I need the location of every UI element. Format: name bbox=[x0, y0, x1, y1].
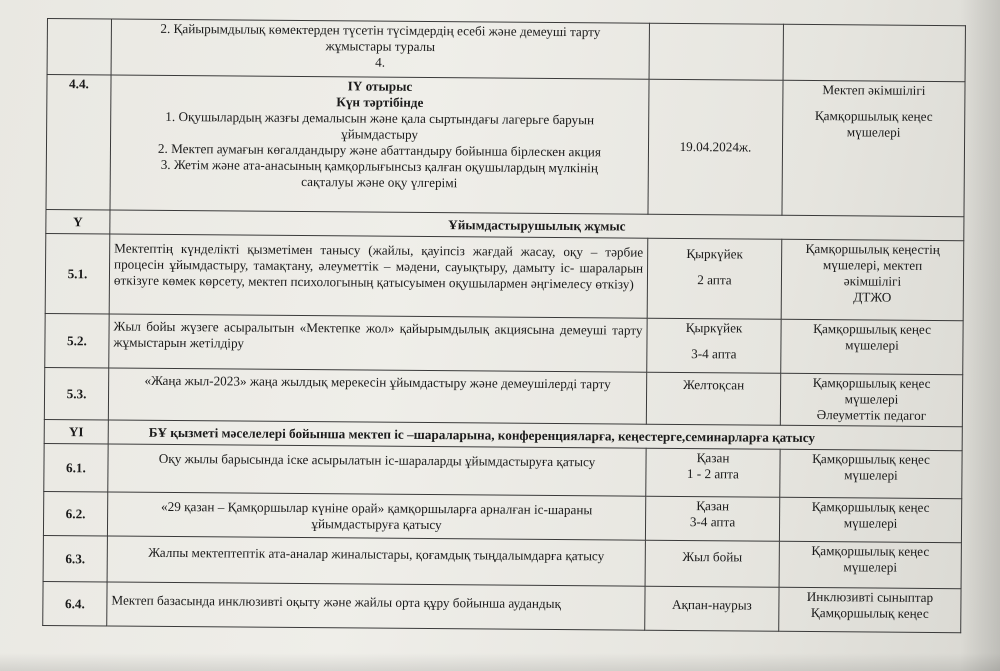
table-row bbox=[43, 581, 961, 632]
row-content bbox=[110, 75, 649, 214]
table-row bbox=[45, 313, 963, 374]
row-responsible bbox=[779, 497, 961, 542]
row-date bbox=[645, 496, 779, 541]
row-content: Жыл бойы жүзеге асыралытын «Мектепке жол» қайырымдылық акциясына демеуші тарту жұмыстарын жетілдіру bbox=[109, 314, 647, 372]
responsible-line: Қамқоршылық кеңес bbox=[811, 499, 930, 515]
table-row bbox=[43, 535, 961, 588]
agenda-item: 1. Оқушылардың жазғы демалысын және қала сыртындағы лагерьге баруын bbox=[165, 108, 595, 128]
row-responsible bbox=[782, 80, 965, 216]
row-content: Оқу жылы барысында іске асырылатын іс-шараларды ұйымдастыруға қатысу bbox=[108, 444, 646, 496]
agenda-item: сақталуы және оқу үлгерімі bbox=[301, 174, 458, 191]
row-content: Мектеп базасында инклюзивті оқыту және жайлы орта құру бойынша аудандық bbox=[107, 582, 645, 630]
content-line: 2. Қайырымдылық көмектерден түсетін түсімдердің есебі және демеуші тарту bbox=[160, 20, 601, 40]
meeting-title: ІҮ отырыс bbox=[347, 78, 413, 94]
row-responsible bbox=[779, 541, 961, 588]
row-date: Ақпан-наурыз bbox=[645, 586, 779, 631]
row-responsible bbox=[780, 449, 962, 498]
row-responsible bbox=[780, 373, 962, 426]
responsible-line: Қамқоршылық кеңес bbox=[812, 451, 931, 467]
row-number: 5.3. bbox=[44, 367, 108, 420]
section-number: ҮІ bbox=[44, 419, 108, 444]
row-content: Жалпы мектептептік ата-аналар жиналыстары, қоғамдық тыңдалымдарға қатысу bbox=[107, 536, 645, 586]
row-number: 6.1. bbox=[44, 443, 108, 492]
row-number: 6.2. bbox=[43, 491, 107, 536]
row-content: «Жаңа жыл-2023» жаңа жылдық мерекесін ұйымдастыру және демеушілерді тарту bbox=[108, 368, 646, 424]
responsible-line: Қамқоршылық кеңес bbox=[812, 375, 931, 391]
row-date bbox=[649, 23, 783, 80]
row-date: Жыл бойы bbox=[645, 540, 779, 587]
agenda-item: 2. Мектеп аумағын көгалдандыру және абаттандыру бойынша бірлескен акция bbox=[157, 140, 602, 160]
responsible-line: Қамқоршылық кеңес bbox=[813, 321, 932, 337]
table-row bbox=[44, 367, 962, 426]
responsible-line: мүшелері bbox=[844, 391, 899, 407]
date-line: 3-4 апта bbox=[691, 346, 737, 362]
row-number bbox=[47, 19, 111, 76]
content-line: ұйымдастыруға қатысу bbox=[311, 516, 442, 533]
date-line: Қыркүйек bbox=[686, 246, 744, 262]
date-line: Қыркүйек bbox=[685, 320, 743, 336]
content-line: «29 қазан – Қамқоршылар күніне орай» қамқоршыларға арналған іс-шараны bbox=[160, 498, 593, 518]
responsible-line: Әлеуметтік педагог bbox=[816, 407, 927, 423]
row-content bbox=[111, 19, 649, 79]
agenda-item: 3. Жетім және ата-анасының қамқорлығынсыз қалған оқушылардың мүлкінің bbox=[160, 156, 598, 176]
date-line: 3-4 апта bbox=[689, 514, 736, 530]
row-responsible bbox=[781, 239, 964, 320]
responsible-line: Қамқоршылық кеңес bbox=[814, 108, 933, 124]
section-title: БҰ қызметі мәселелері бойынша мектеп іс –шараларына, конференцияларға, кеңестерге,семинарларға қатысу bbox=[108, 420, 962, 451]
responsible-line: Мектеп әкімшілігі bbox=[822, 82, 926, 98]
row-number: 5.2. bbox=[45, 313, 109, 368]
table-row bbox=[47, 19, 965, 82]
row-date bbox=[646, 448, 780, 497]
responsible-line: ДТЖО bbox=[853, 289, 892, 305]
date-line: Қазан bbox=[696, 498, 730, 514]
table-row bbox=[43, 491, 961, 542]
date-line: 2 апта bbox=[697, 272, 732, 288]
responsible-line: мүшелері bbox=[843, 515, 898, 531]
content-line: 4. bbox=[375, 54, 386, 70]
section-number: Ү bbox=[46, 209, 110, 234]
content-line: жұмыстары туралы bbox=[325, 38, 436, 55]
row-content: Мектептің күнделікті қызметімен танысу (жайлы, қауіпсіз жағдай жасау, оқу – тәрбие процесін ұйымдастыру, тамақтану, әлеуметтік – мәдени, сауықтыру, дамыту іс- шараларын өткізуге көмек көрсету, мектеп психологының қатысуымен оқушылармен әңгімелесу өткізу) bbox=[109, 234, 648, 318]
row-responsible bbox=[781, 319, 963, 374]
row-date bbox=[647, 318, 781, 373]
agenda-heading: Күн тәртібінде bbox=[336, 94, 424, 110]
row-number: 6.3. bbox=[43, 535, 107, 582]
table-row bbox=[46, 75, 965, 217]
row-number: 6.4. bbox=[43, 581, 107, 626]
responsible-line: Қамқоршылық кеңес bbox=[810, 605, 929, 621]
responsible-line: мүшелері bbox=[843, 559, 898, 575]
row-content bbox=[107, 492, 645, 540]
responsible-line: мүшелері bbox=[844, 467, 898, 483]
responsible-line: мүшелері, мектеп bbox=[822, 257, 923, 273]
responsible-line: мүшелері bbox=[845, 337, 899, 353]
row-date: 19.04.2024ж. bbox=[648, 79, 783, 215]
row-date bbox=[647, 238, 782, 319]
date-line: Қазан bbox=[696, 450, 730, 466]
table-row bbox=[45, 233, 964, 320]
work-plan-table bbox=[42, 18, 966, 633]
row-date: Желтоқсан bbox=[646, 372, 780, 425]
row-number: 5.1. bbox=[45, 233, 110, 314]
responsible-line: әкімшілігі bbox=[843, 273, 902, 289]
responsible-line: Қамқоршылық кеңес bbox=[811, 543, 930, 559]
table-row bbox=[44, 443, 962, 498]
page-bottom-shadow bbox=[0, 653, 1000, 671]
page-shadow bbox=[960, 0, 1000, 671]
responsible-line: Инклюзивті сыныптар bbox=[806, 588, 934, 605]
responsible-line: Қамқоршылық кеңестің bbox=[805, 240, 940, 258]
row-number: 4.4. bbox=[46, 75, 111, 210]
row-responsible bbox=[779, 587, 961, 632]
responsible-line: мүшелері bbox=[846, 124, 901, 140]
row-responsible bbox=[783, 24, 965, 81]
agenda-item: ұйымдастыру bbox=[341, 126, 419, 142]
date-line: 1 - 2 апта bbox=[686, 466, 739, 482]
section-title: Ұйымдастырушылық жұмыс bbox=[110, 210, 964, 241]
